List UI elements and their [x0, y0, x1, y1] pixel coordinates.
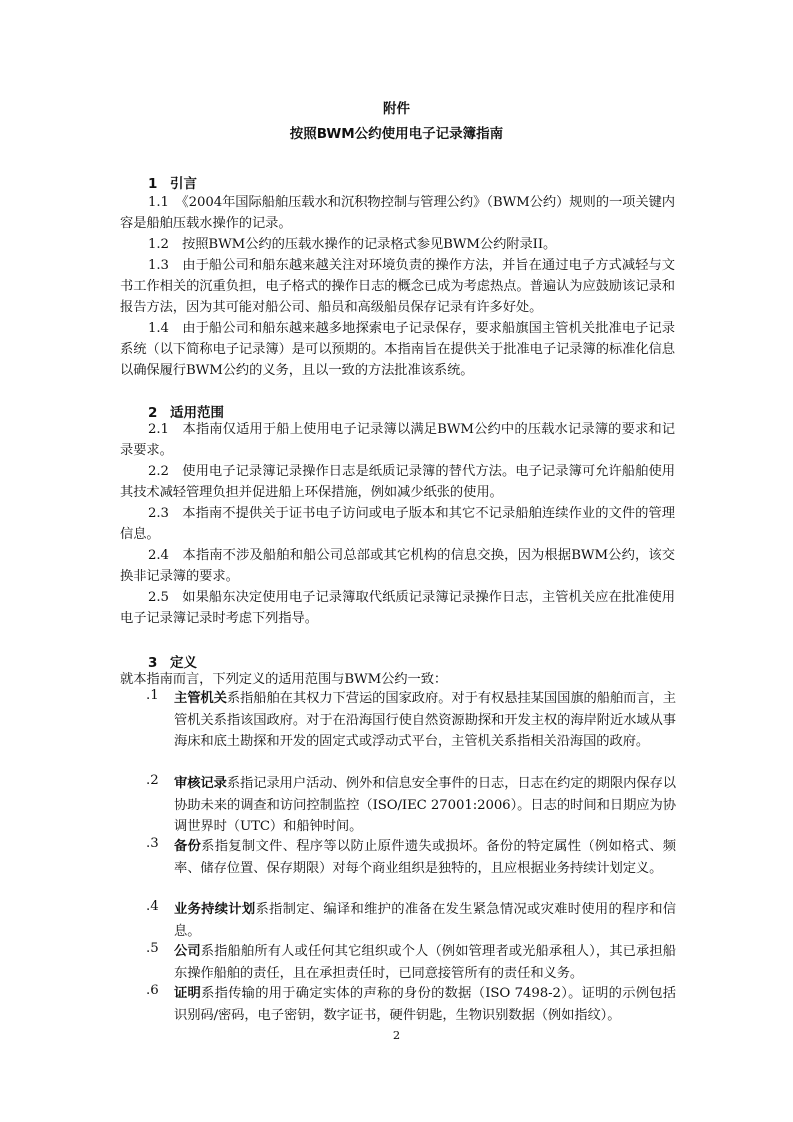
- definition-body: 系指制定、编译和维护的准备在发生紧急情况或灾难时使用的程序和信息。: [174, 902, 676, 939]
- definition-text: [174, 836, 676, 879]
- definition-term: 证明: [174, 986, 202, 1001]
- definition-body: 系指船舶所有人或任何其它组织或个人（例如管理者或光船承租人），其已承担船东操作船舶的责任，且在承担责任时，已同意接管所有的责任和义务。: [174, 944, 676, 981]
- definition-number: .3: [146, 836, 159, 851]
- section-heading-3: [148, 651, 197, 671]
- definition-text: [174, 773, 676, 838]
- paragraph-2-3: 2.3 本指南不提供关于证书电子访问或电子版本和其它不记录船舶连续作业的文件的管理信息。: [120, 506, 675, 543]
- paragraph-1-2: 1.2 按照BWM公约的压载水操作的记录格式参见BWM公约附录II。: [148, 237, 557, 252]
- definition-text: [174, 941, 676, 984]
- definition-term: 业务持续计划: [174, 902, 256, 917]
- definition-number: .4: [146, 899, 159, 914]
- definition-body: 系指船舶在其权力下营运的国家政府。对于有权悬挂某国国旗的船舶而言，主管机关系指该国政府。对于在沿海国行使自然资源勘探和开发主权的海岸附近水域从事海床和底土勘探和开发的固定式或浮动式平台，主管机关系指相关沿海国的政府。: [174, 691, 676, 749]
- definition-number: .2: [146, 773, 159, 788]
- definition-term: 审核记录: [174, 776, 227, 791]
- section-heading-2: [148, 401, 224, 421]
- paragraph-2-4: 2.4 本指南不涉及船舶和船公司总部或其它机构的信息交换，因为根据BWM公约，该交换非记录簿的要求。: [120, 548, 675, 585]
- definition-body: 系指复制文件、程序等以防止原件遗失或损坏。备份的特定属性（例如格式、频率、储存位置、保存期限）对每个商业组织是独特的，且应根据业务持续计划定义。: [174, 839, 676, 876]
- definition-text: [174, 688, 676, 753]
- definition-term: 主管机关: [174, 691, 227, 706]
- definition-number: .5: [146, 941, 159, 956]
- definition-body: 系指传输的用于确定实体的声称的身份的数据（ISO 7498-2）。证明的示例包括识别码/密码，电子密钥，数字证书，硬件钥匙，生物识别数据（例如指纹）。: [174, 986, 676, 1023]
- definition-body: 系指记录用户活动、例外和信息安全事件的日志，日志在约定的期限内保存以协助未来的调查和访问控制监控（ISO/IEC 27001:2006）。日志的时间和日期应为协调世界时（UTC）和船钟时间。: [174, 776, 676, 834]
- paragraph-2-2: 2.2 使用电子记录簿记录操作日志是纸质记录簿的替代方法。电子记录簿可允许船舶使用其技术减轻管理负担并促进船上环保措施，例如减少纸张的使用。: [120, 464, 675, 501]
- paragraph-1-1: 1.1 《2004年国际船舶压载水和沉积物控制与管理公约》（BWM公约）规则的一项关键内容是船舶压载水操作的记录。: [120, 195, 675, 232]
- definition-text: [174, 899, 676, 942]
- definition-number: .6: [146, 983, 159, 998]
- paragraph-1-4: 1.4 由于船公司和船东越来越多地探索电子记录保存，要求船旗国主管机关批准电子记录系统（以下简称电子记录簿）是可以预期的。本指南旨在提供关于批准电子记录簿的标准化信息以确保履行BWM公约的义务，且以一致的方法批准该系统。: [120, 321, 675, 379]
- definition-term: 备份: [174, 839, 202, 854]
- section-title: 适用范围: [170, 405, 224, 421]
- section-number: 3: [148, 655, 158, 671]
- paragraph-2-5: 2.5 如果船东决定使用电子记录簿取代纸质记录簿记录操作日志，主管机关应在批准使用电子记录簿记录时考虑下列指导。: [120, 590, 675, 627]
- section-title: 定义: [170, 655, 197, 671]
- definitions-intro: 就本指南而言，下列定义的适用范围与BWM公约一致：: [120, 672, 448, 687]
- definition-term: 公司: [174, 944, 201, 959]
- page-number: 2: [392, 1028, 401, 1042]
- document-title: 按照BWM公约使用电子记录簿指南: [289, 126, 504, 142]
- section-heading-1: [148, 172, 197, 192]
- paragraph-2-1: 2.1 本指南仅适用于船上使用电子记录簿以满足BWM公约中的压载水记录簿的要求和记录要求。: [120, 422, 675, 459]
- section-number: 2: [148, 405, 158, 421]
- section-title: 引言: [170, 176, 197, 192]
- definition-number: .1: [146, 688, 159, 703]
- section-number: 1: [148, 176, 158, 192]
- definition-text: [174, 983, 676, 1026]
- annex-label: 附件: [383, 101, 410, 117]
- paragraph-1-3: 1.3 由于船公司和船东越来越关注对环境负责的操作方法，并旨在通过电子方式减轻与文书工作相关的沉重负担，电子格式的操作日志的概念已成为考虑热点。普遍认为应鼓励该记录和报告方法，因为其可能对船公司、船员和高级船员保存记录有许多好处。: [120, 258, 675, 316]
